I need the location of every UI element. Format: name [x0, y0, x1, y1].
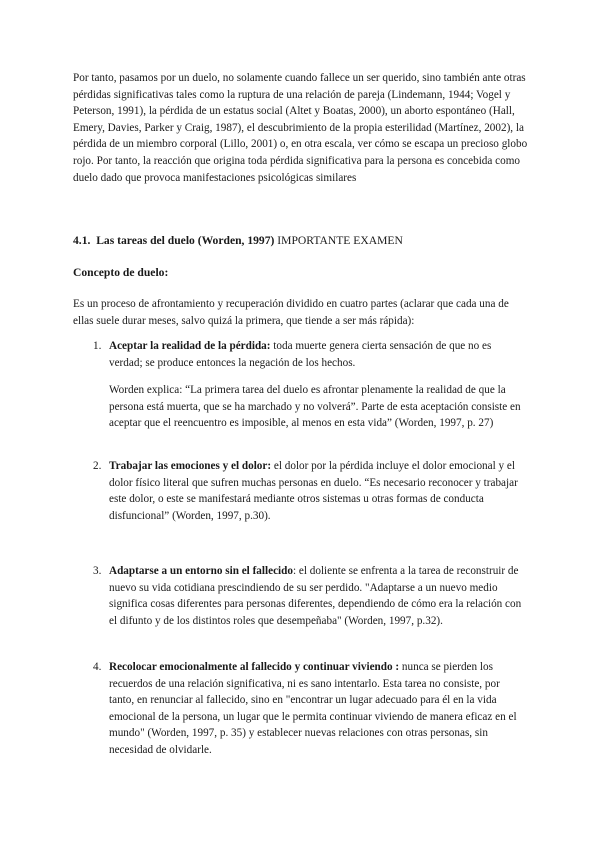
- task-description: nunca se pierden los recuerdos de una relación significativa, ni es sano intentarlo. Esta tarea no consiste, por tanto, en renunciar al fallecido, sino en "encontrar un lugar adecuado para él en la vida emocional de la persona, un lugar que le permita continuar viviendo de manera eficaz en el mundo" (Worden, 1997, p. 35) y establecer nuevas relaciones con otras personas, sin necesidad de olvidarle.: [109, 661, 517, 756]
- list-item-text: [109, 458, 526, 524]
- task-description: el dolor por la pérdida incluye el dolor emocional y el dolor físico literal que sufren muchas personas en duelo. “Es necesario reconocer y trabajar este dolor, o este se manifestará mediante otros sistemas u otras formas de conducta disfuncional” (Worden, 1997, p.30).: [109, 460, 518, 522]
- task-quote: Worden explica: “La primera tarea del duelo es afrontar plenamente la realidad de que la persona está muerta, que se ha marchado y no volverá”. Parte de esta aceptación consiste en aceptar que el reencuentro es imposible, al menos en esta vida” (Worden, 1997, p. 27): [109, 384, 521, 430]
- task-title: Trabajar las emociones y el dolor:: [109, 460, 272, 472]
- list-marker: 1.: [93, 340, 102, 352]
- task-description: : el doliente se enfrenta a la tarea de reconstruir de nuevo su vida cotidiana prescindiendo de su ser perdido. "Adaptarse a un nuevo medio significa cosas diferentes para personas diferentes, dependiendo de cómo era la relación con el difunto y de los distintos roles que desempeñaba" (Worden, 1997, p.32).: [109, 565, 522, 627]
- list-item-text: [109, 659, 526, 759]
- section-note: IMPORTANTE EXAMEN: [277, 234, 403, 247]
- list-marker: 4.: [93, 661, 102, 673]
- task-title: Aceptar la realidad de la pérdida:: [109, 340, 271, 352]
- list-item-text: [109, 563, 526, 629]
- task-title: Recolocar emocionalmente al fallecido y continuar viviendo :: [109, 661, 400, 673]
- concept-heading: Concepto de duelo:: [73, 266, 169, 279]
- intro-paragraph: Por tanto, pasamos por un duelo, no solamente cuando fallece un ser querido, sino también ante otras pérdidas significativas tales como la ruptura de una relación de pareja (Lindemann, 1944; Vogel y Peterson, 1991), la pérdida de un estatus social (Altet y Boatas, 2000), un aborto espontáneo (Hall, Emery, Davies, Parker y Craig, 1987), el descubrimiento de la propia esterilidad (Martínez, 2002), la pérdida de un miembro corporal (Lillo, 2001) o, en otra escala, ver cómo se escapa un precioso globo rojo. Por tanto, la reacción que origina toda pérdida significativa para la persona es concebida como duelo dado que provoca manifestaciones psicológicas similares: [73, 72, 528, 184]
- list-item-text: [109, 338, 526, 371]
- section-title: Las tareas del duelo (Worden, 1997): [96, 234, 275, 247]
- section-heading: [73, 234, 533, 247]
- section-number: 4.1.: [73, 234, 91, 247]
- task-title: Adaptarse a un entorno sin el fallecido: [109, 565, 293, 577]
- task-description: toda muerte genera cierta sensación de que no es verdad; se produce entonces la negación de los hechos.: [109, 340, 492, 369]
- list-marker: 2.: [93, 460, 102, 472]
- concept-definition: Es un proceso de afrontamiento y recuperación dividido en cuatro partes (aclarar que cada una de ellas suele durar meses, salvo quizá la primera, que tiende a ser más rápida):: [73, 298, 509, 327]
- list-marker: 3.: [93, 565, 102, 577]
